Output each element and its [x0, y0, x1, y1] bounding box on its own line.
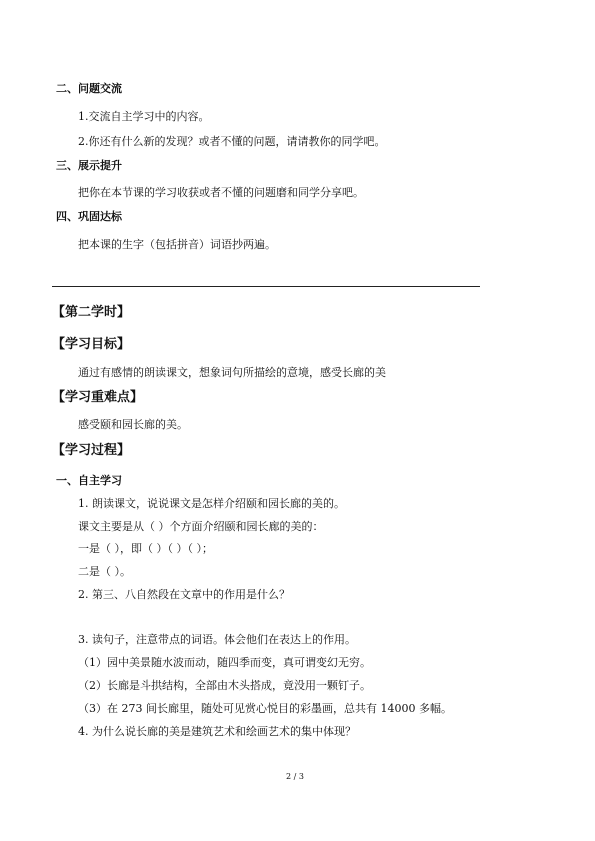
section-heading-showcase: 三、展示提升: [56, 159, 122, 172]
question-1-blank-b: 二是（ ）。: [78, 565, 131, 578]
learning-goals-title: 【学习目标】: [52, 337, 131, 352]
question-3-sentence-2: （2）长廊是斗拱结构，全部由木头搭成，竟没用一颗钉子。: [78, 679, 371, 692]
section-heading-consolidate: 四、巩固达标: [56, 210, 122, 223]
key-points-text: 感受颐和园长廊的美。: [78, 418, 188, 431]
self-study-heading: 一、自主学习: [56, 474, 122, 487]
section-heading-exchange: 二、问题交流: [56, 82, 122, 95]
question-1-prompt: 课文主要是从（ ）个方面介绍颐和园长廊的美的：: [78, 520, 324, 533]
question-4: 4. 为什么说长廊的美是建筑艺术和绘画艺术的集中体现？: [78, 725, 356, 738]
question-2: 2. 第三、八自然段在文章中的作用是什么？: [78, 588, 290, 601]
showcase-text: 把你在本节课的学习收获或者不懂的问题磨和同学分享吧。: [78, 186, 364, 199]
exchange-item-1: 1.交流自主学习中的内容。: [78, 110, 210, 123]
page-number: 2 / 3: [286, 772, 304, 781]
key-points-title: 【学习重难点】: [52, 390, 144, 405]
consolidate-text: 把本课的生字（包括拼音）词语抄两遍。: [78, 238, 276, 251]
learning-goals-text: 通过有感情的朗读课文，想象词句所描绘的意境，感受长廊的美: [78, 366, 386, 379]
exchange-item-2: 2.你还有什么新的发现？或者不懂的问题，请请教你的同学吧。: [78, 135, 386, 148]
lesson-2-title: 【第二学时】: [52, 305, 131, 320]
question-3-sentence-1: （1）园中美景随水波而动，随四季而变，真可谓变幻无穷。: [78, 656, 371, 669]
question-1-blank-a: 一是（ ），即（ ）（ ）（ ）；: [78, 542, 213, 555]
question-3: 3. 读句子，注意带点的词语。体会他们在表达上的作用。: [78, 633, 356, 646]
divider-line: [52, 286, 480, 287]
question-1: 1. 朗读课文，说说课文是怎样介绍颐和园长廊的美的。: [78, 497, 345, 510]
question-3-sentence-3: （3）在 273 间长廊里，随处可见赏心悦目的彩墨画，总共有 14000 多幅。: [78, 702, 452, 715]
learning-process-title: 【学习过程】: [52, 443, 131, 458]
